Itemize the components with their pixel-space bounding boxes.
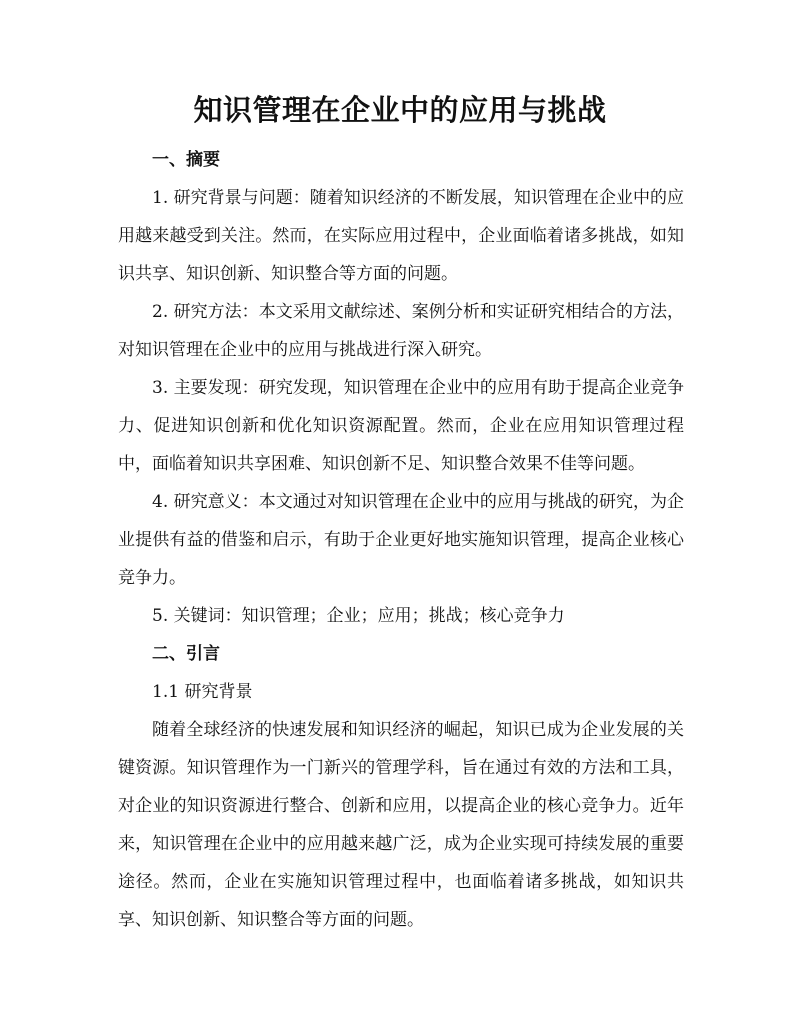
abstract-paragraph-findings: 3. 主要发现：研究发现，知识管理在企业中的应用有助于提高企业竞争力、促进知识创新和优化知识资源配置。然而，企业在应用知识管理过程中，面临着知识共享困难、知识创新不足、知识整合效果不佳等问题。 <box>118 378 684 474</box>
abstract-paragraph-method: 2. 研究方法：本文采用文献综述、案例分析和实证研究相结合的方法，对知识管理在企业中的应用与挑战进行深入研究。 <box>118 302 684 360</box>
document-title: 知识管理在企业中的应用与挑战 <box>193 93 607 127</box>
section-heading-introduction: 二、引言 <box>152 644 220 664</box>
subsection-heading-background: 1.1 研究背景 <box>152 682 253 702</box>
abstract-paragraph-background: 1. 研究背景与问题：随着知识经济的不断发展，知识管理在企业中的应用越来越受到关注。然而，在实际应用过程中，企业面临着诸多挑战，如知识共享、知识创新、知识整合等方面的问题。 <box>118 188 684 284</box>
section-heading-abstract: 一、摘要 <box>152 150 220 170</box>
document-body <box>118 141 684 939</box>
abstract-keywords: 5. 关键词：知识管理；企业；应用；挑战；核心竞争力 <box>152 606 565 626</box>
introduction-paragraph: 随着全球经济的快速发展和知识经济的崛起，知识已成为企业发展的关键资源。知识管理作为一门新兴的管理学科，旨在通过有效的方法和工具，对企业的知识资源进行整合、创新和应用，以提高企业的核心竞争力。近年来，知识管理在企业中的应用越来越广泛，成为企业实现可持续发展的重要途径。然而，企业在实施知识管理过程中，也面临着诸多挑战，如知识共享、知识创新、知识整合等方面的问题。 <box>118 720 684 930</box>
abstract-paragraph-significance: 4. 研究意义：本文通过对知识管理在企业中的应用与挑战的研究，为企业提供有益的借鉴和启示，有助于企业更好地实施知识管理，提高企业核心竞争力。 <box>118 492 684 588</box>
